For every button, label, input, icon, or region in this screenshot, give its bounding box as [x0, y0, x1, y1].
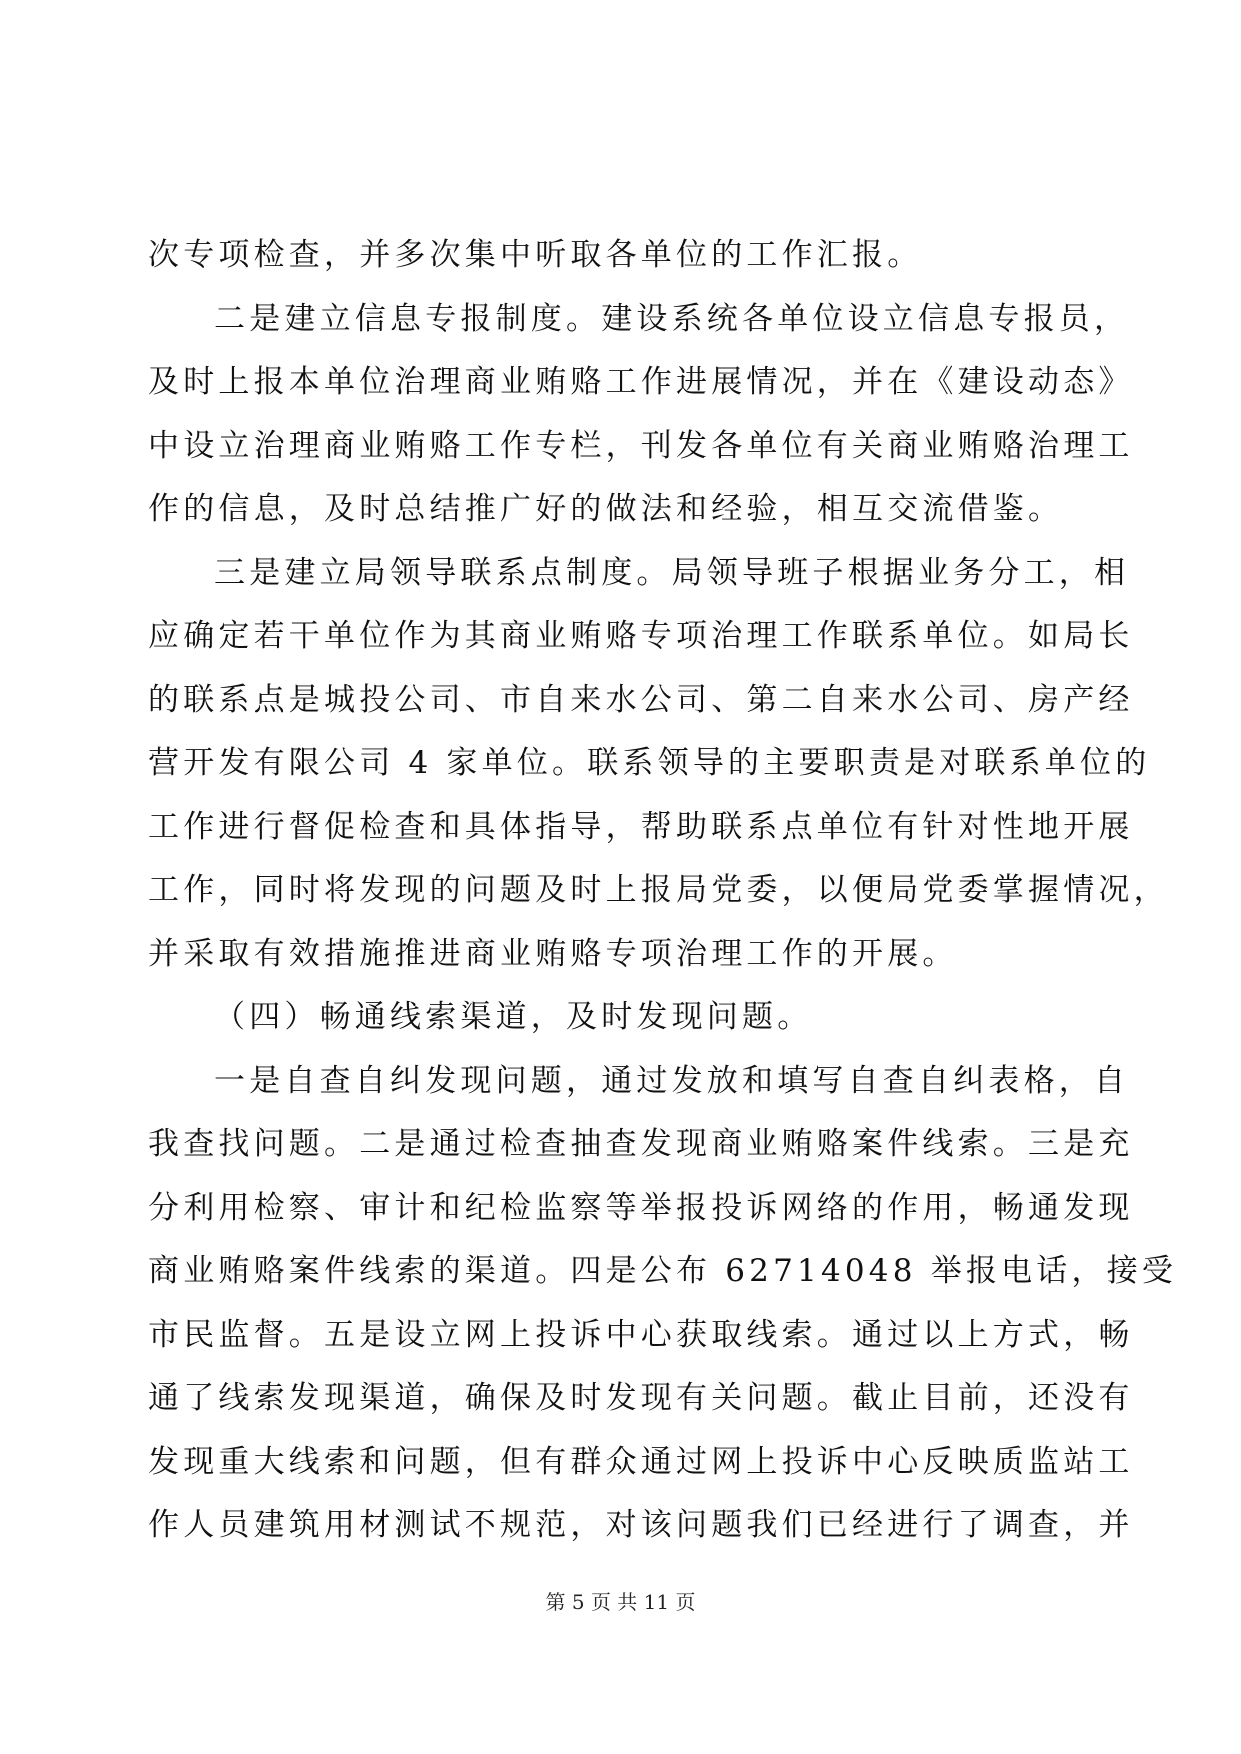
text-line: 应确定若干单位作为其商业贿赂专项治理工作联系单位。如局长 [148, 618, 1134, 654]
text-line: 营开发有限公司 4 家单位。联系领导的主要职责是对联系单位的 [148, 745, 1151, 781]
text-line: 二是建立信息专报制度。建设系统各单位设立信息专报员， [214, 300, 1130, 337]
text-line: 我查找问题。二是通过检查抽查发现商业贿赂案件线索。三是充 [148, 1126, 1134, 1162]
text-line: 并采取有效措施推进商业贿赂专项治理工作的开展。 [148, 935, 958, 972]
text-line: 市民监督。五是设立网上投诉中心获取线索。通过以上方式，畅 [148, 1316, 1134, 1353]
page-footer: 第 5 页 共 11 页 [545, 1590, 696, 1614]
text-line: 工作进行督促检查和具体指导，帮助联系点单位有针对性地开展 [148, 808, 1134, 845]
text-line: 次专项检查，并多次集中听取各单位的工作汇报。 [148, 237, 923, 273]
text-line: 发现重大线索和问题，但有群众通过网上投诉中心反映质监站工 [148, 1443, 1134, 1480]
text-line: 中设立治理商业贿赂工作专栏，刊发各单位有关商业贿赂治理工 [148, 427, 1134, 464]
text-line: 一是自查自纠发现问题，通过发放和填写自查自纠表格，自 [214, 1062, 1130, 1099]
text-line: 通了线索发现渠道，确保及时发现有关问题。截止目前，还没有 [148, 1380, 1134, 1416]
text-line: 及时上报本单位治理商业贿赂工作进展情况，并在《建设动态》 [148, 364, 1134, 400]
document-body [148, 224, 1178, 1558]
text-line: 的联系点是城投公司、市自来水公司、第二自来水公司、房产经 [148, 681, 1134, 718]
text-line: 作的信息，及时总结推广好的做法和经验，相互交流借鉴。 [148, 491, 1064, 527]
text-line: 工作，同时将发现的问题及时上报局党委，以便局党委掌握情况， [148, 872, 1169, 908]
text-line: 三是建立局领导联系点制度。局领导班子根据业务分工，相 [214, 554, 1130, 591]
text-line: 商业贿赂案件线索的渠道。四是公布 62714048 举报电话，接受 [148, 1253, 1178, 1289]
text-line: 分利用检察、审计和纪检监察等举报投诉网络的作用，畅通发现 [148, 1189, 1134, 1226]
text-line: 作人员建筑用材测试不规范，对该问题我们已经进行了调查，并 [148, 1507, 1134, 1543]
text-line: （四）畅通线索渠道，及时发现问题。 [214, 999, 813, 1035]
